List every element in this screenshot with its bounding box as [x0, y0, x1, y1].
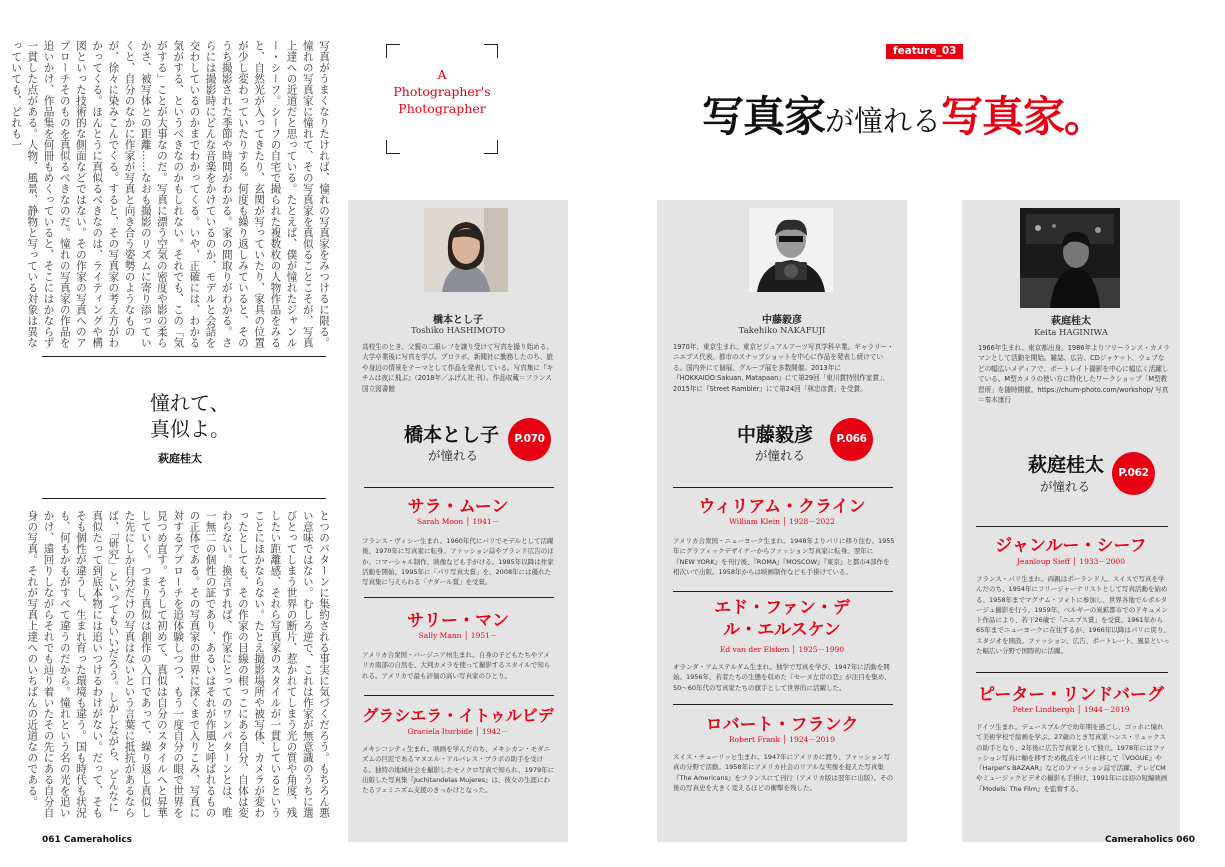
- portrait-photo: [424, 208, 508, 292]
- subject-name-en: Peter Lindbergh │ 1944－2019: [1012, 705, 1130, 714]
- bracket-bottom-left: [386, 140, 400, 154]
- subject-name-jp: ロバート・フランク: [705, 715, 859, 735]
- subject-name-en: Sally Mann │ 1951－: [418, 631, 498, 640]
- admired-heading-name: 中藤毅彦: [737, 424, 814, 446]
- subject-bio: オランダ・アムステルダム生まれ。独学で写真を学び、1947年に活動を開始。1956年、若者たちの生態を収めた『セーヌ左岸の恋』が注目を集め、50〜60年代の写真家たちの旗手として世界的に活躍した。: [673, 663, 891, 692]
- bracket-top-left: [386, 44, 400, 58]
- title-part-1: 写真家: [702, 92, 826, 141]
- bracket-text: [386, 66, 498, 117]
- folio-right: Cameraholics 060: [1104, 835, 1195, 845]
- bracket-bottom-right: [484, 140, 498, 154]
- column-divider-bottom: [42, 498, 326, 499]
- column-divider-top: [42, 356, 326, 357]
- subject-name-jp: エド・ファン・デル・エルスケン: [714, 598, 850, 640]
- photographer-roman: Toshiko HASHIMOTO: [410, 326, 506, 336]
- title-part-3: 写真家。: [941, 92, 1106, 141]
- page-badge: P.066: [830, 418, 873, 461]
- card-haginiwa: [962, 200, 1180, 842]
- subject-bio: ドイツ生まれ。デュースブルグで幼年期を過ごし、ゴッホに憧れて美術学校で絵画を学ぶ。27歳のとき写真家ハンス・リュックスの助手となり、2年後に広告写真家として独立。1978年にはファッション写真に軸を移すため拠点をパリに移して『VOGUE』や『Harper's BAZAAR』などのファッション誌で活躍。テレビCMやミュージックビデオの撮影も手掛け、1991年には初の短編映画『Models: The Film』を監督する。: [976, 723, 1168, 793]
- essay-headline: [150, 390, 230, 442]
- photographer-bio: 1970年、東京生まれ。東京ビジュアルアーツ写真学科卒業。ギャラリー・ニエプス代表。都市のスナップショットを中心に作品を発表し続けている。国内外にて個展、グループ展を多数開催。2013年に『HOKKAIDO:Sakuan, Matapaan』にて第29回「東川賞特別作家賞」、2015年に『Street Rambler』にて第24回「林忠彦賞」を受賞。: [673, 343, 894, 393]
- subject-name-jp: ピーター・リンドバーグ: [978, 685, 1164, 705]
- subject-bio: メキシコシティ生まれ。映画を学んだのち、メキシカン・モダニズムの巨匠であるマヌエル・アルバレス・ブラボの助手を受ける。独特の地域社会を撮影したモノクロ写真で知られ、1979年に出版した写真集『Juchitandelas Mujeres』は、彼女の生涯にわたるフェミニズム支援のきっかけとなった。: [362, 745, 555, 795]
- page-badge: P.062: [1112, 452, 1155, 495]
- admired-heading-suffix: が憧れる: [428, 448, 479, 463]
- bracket-line-2: Photographer's: [393, 84, 491, 99]
- essay-column-bottom: とつのパターンに集約される事実に気づくだろう。もちろん悪い意味ではない。むしろ逆で、これは作家が無意識のうちに選びとってしまう世界の断片、惹かれてしまう光の質や角度、残したい距離感、それら写真家のスタイルが一貫しているということにほかならない。たとえ撮影場所や被写体、カメラが変わったとしても、その作家の目線の根っこにある自分、自体は変わらない。換言すれば、作家にとってのワンパターンとは、唯一無二の個性の証であり、あるいはそれが作風と呼ばれるものの正体である。その写真家の世界に深くまで入りこみ、写真に対するアプローチを追体験しつつ、もう一度自分の眼で世界を見つめ直す。そうして初めて、真似は自分のスタイルへと昇華していく。つまり真似は創作の入口であって、繰り返し真似した先にしか自分だけの写真はないという言葉に抵抗があるならば、「研究」といってもいいだろう。しかしながら、どんなに真似たって到底本物には追いつけるわけがない。だって、そもそも個性が違うし、生まれ育った環境も違う。国も時代も状況も、何もかもがすべて違うのだから。憧れという名の光を追いかけ、遠回りしながらそれでも辿り着いたその先にある自分自身の写真。それが写真上達へのいちばんの近道なのである。: [26, 510, 330, 818]
- subject-name-jp: ジャンルー・シーフ: [995, 536, 1147, 556]
- headline-line-1: 憧れて、: [150, 391, 230, 415]
- subject-name-jp: グラシエラ・イトゥルビデ: [362, 706, 554, 725]
- subject-divider: [976, 672, 1168, 673]
- headline-line-2: 真似よ。: [150, 417, 230, 441]
- subject-divider: [673, 704, 893, 705]
- corner-bracket-box: [386, 44, 498, 154]
- card-nakafuji: [657, 200, 907, 842]
- subject-name-jp: サラ・ムーン: [407, 497, 509, 517]
- admired-heading-suffix: が憧れる: [755, 448, 806, 463]
- subject-divider: [364, 487, 554, 488]
- portrait-photo: [749, 208, 833, 292]
- bracket-line-1: A: [437, 67, 447, 82]
- subject-bio: フランス・ヴィシー生まれ。1960年代にパリでモデルとして活躍後、1970年に写真家に転身。ファッション誌やブランド広告のほか、コマーシャル制作、映像なども手がける。1985年以降は作家活動を開始、1995年に「パリ写真大賞」を、2008年には優れた写真集に与えられる「ナダール賞」を受賞。: [362, 537, 554, 587]
- subject-name-en: William Klein │ 1928－2022: [729, 517, 835, 526]
- essay-column-top: 写真がうまくなりたければ、憧れの写真家をみつけるに限る。憧れの写真家に憧れて、その写真家を真似ることこそが、写真上達への近道だと思っている。たとえば、僕が憧れたジャンルー・シーフ。シーフの自宅で撮られた複数枚の人物作品をみると、自然光が入ってきたり、玄関が写っていたり、家具の位置が少し変わっていたりする。何度も繰り返しみていると、そのうち撮影された季節や時間がわかる。家の間取りがわかる。さらには撮影時にどんな音楽をかけているのか、モデルと会話を交わしているのかまでわかってくる。いや、正確には、わかる気がする、というべきなのかもしれない。それでも、この「気がする」ことが大事なのだ。写真に漂う空気の密度や影の柔らかさ、被写体との距離……なおも撮影のリズムに寄り添っていくと、自分のなかに作家が写真と向き合う姿勢のようなものが、徐々に染みこんでくる。すると、その写真家の考え方がわかってくる。ほんとうに真似るべきなのは、ライティングや構図といった技術的な側面などではない。その作家の写真へのアプローチそのものを真似るべきなのだ。憧れの写真家の作品を追いかけ、作品集を何冊もめくっていると、そこにはかならず一貫した点がある。人物、風景、静物と写っている対象は異なっていても、どれも一: [10, 40, 330, 348]
- photographer-roman: Takehiko NAKAFUJI: [738, 326, 826, 336]
- subject-name-en: Jeanloup Sieff │ 1933－2000: [1017, 557, 1125, 566]
- subject-bio: スイス・チューリッヒ生まれ。1947年にアメリカに渡り、ファッション写真の分野で活動。1958年にアメリカ社会のリアルな実像を捉えた写真集『The Americans』をフランスにて刊行（アメリカ版は翌年に出版）。その後の写真史を大きく変えるほどの衝撃を残した。: [673, 753, 894, 792]
- photographer-name: 萩庭桂太: [1051, 316, 1091, 327]
- essay-byline: 萩庭桂太: [158, 452, 202, 465]
- admired-heading-suffix: が憧れる: [1040, 479, 1091, 494]
- bracket-top-right: [484, 44, 498, 58]
- subject-name-en: Sarah Moon │ 1941－: [416, 517, 500, 526]
- bracket-line-3: Photographer: [398, 101, 486, 116]
- folio-left: 061 Cameraholics: [42, 835, 133, 845]
- subject-divider: [673, 591, 893, 592]
- feature-tag: feature_03: [886, 44, 963, 59]
- admired-heading-name: 萩庭桂太: [1028, 454, 1105, 476]
- photographer-bio: 1966年生まれ、東京都出身。1986年よりフリーランス・カメラマンとして活動を開始。雑誌、広告、CDジャケット、ウェブなどの幅広いメディアで、ポートレイト撮影を中心に幅広く活躍している。M型カメラの使い方に特化したワークショップ「M型教習所」を随時開催。https://chum-photo.com/workshop/ 写真＝秦木康行: [978, 344, 1170, 405]
- subject-divider: [976, 526, 1168, 527]
- subject-name-en: Ed van der Elsken │ 1925－1990: [719, 645, 845, 654]
- portrait-photo: [1020, 208, 1120, 308]
- title-part-2: が憧れる: [825, 104, 942, 138]
- photographer-roman: Keita HAGINIWA: [1033, 328, 1108, 338]
- subject-divider: [673, 487, 893, 488]
- subject-name-jp: ウィリアム・クライン: [698, 497, 866, 517]
- subject-name-jp: サリー・マン: [407, 611, 509, 631]
- photographer-bio: 高校生のとき、父親の二眼レフを譲り受けて写真を撮り始める。大学卒業後に写真を学び、プロラボ、新聞社に勤務したのち、旅や身辺の情景をテーマとして作品を発表している。写真集に『キチムは夜に飛ぶ』（2018年／ふげん社 刊）。作品収蔵＝フランス国立図書館: [362, 343, 554, 393]
- photographer-name: 中藤毅彦: [762, 315, 802, 326]
- card-hashimoto: [348, 200, 568, 842]
- subject-name-en: Graciela Iturbide │ 1942－: [407, 727, 509, 736]
- subject-divider: [364, 695, 554, 696]
- feature-title: [702, 84, 1105, 144]
- subject-bio: フランス・パリ生まれ。両親はポーランド人。スイスで写真を学んだのち、1954年にフリージャーナリストとして写真活動を始める。1958年までマグナム・フォトに参加し、世界各地でルポルタージュ撮影を行う。1959年、ベルギーの炭鉱都市でのドキュメント作品により、若干26歳で「ニエプス賞」を受賞。1961年から65年までニューヨークに在住するが、1966年以降はパリに戻り、スタジオを開設。ファッション、広告、ポートレート、風景といった幅広い分野で国際的に活躍。: [976, 575, 1170, 656]
- photographer-name: 橋本とし子: [433, 315, 483, 326]
- page-badge: P.070: [508, 418, 551, 461]
- subject-name-en: Robert Frank │ 1924－2019: [729, 735, 835, 744]
- subject-bio: アメリカ合衆国・ニューヨーク生まれ。1948年よりパリに移り住む。1955年にグラフィックデザイナーからファッション写真家に転身。翌年に『NEW YORK』を刊行後、『ROMA』『MOSCOW』『東京』と都市4部作を相次いで出版。1958年からは映画制作なども手掛けている。: [673, 537, 895, 576]
- subject-divider: [364, 597, 554, 598]
- admired-heading-name: 橋本とし子: [404, 424, 500, 446]
- subject-bio: アメリカ合衆国・バージニア州生まれ。自身の子どもたちやアメリカ南部の自然を、大判カメラを使って撮影するスタイルで知られる。アメリカで最も評価の高い写真家のひとり。: [362, 651, 551, 680]
